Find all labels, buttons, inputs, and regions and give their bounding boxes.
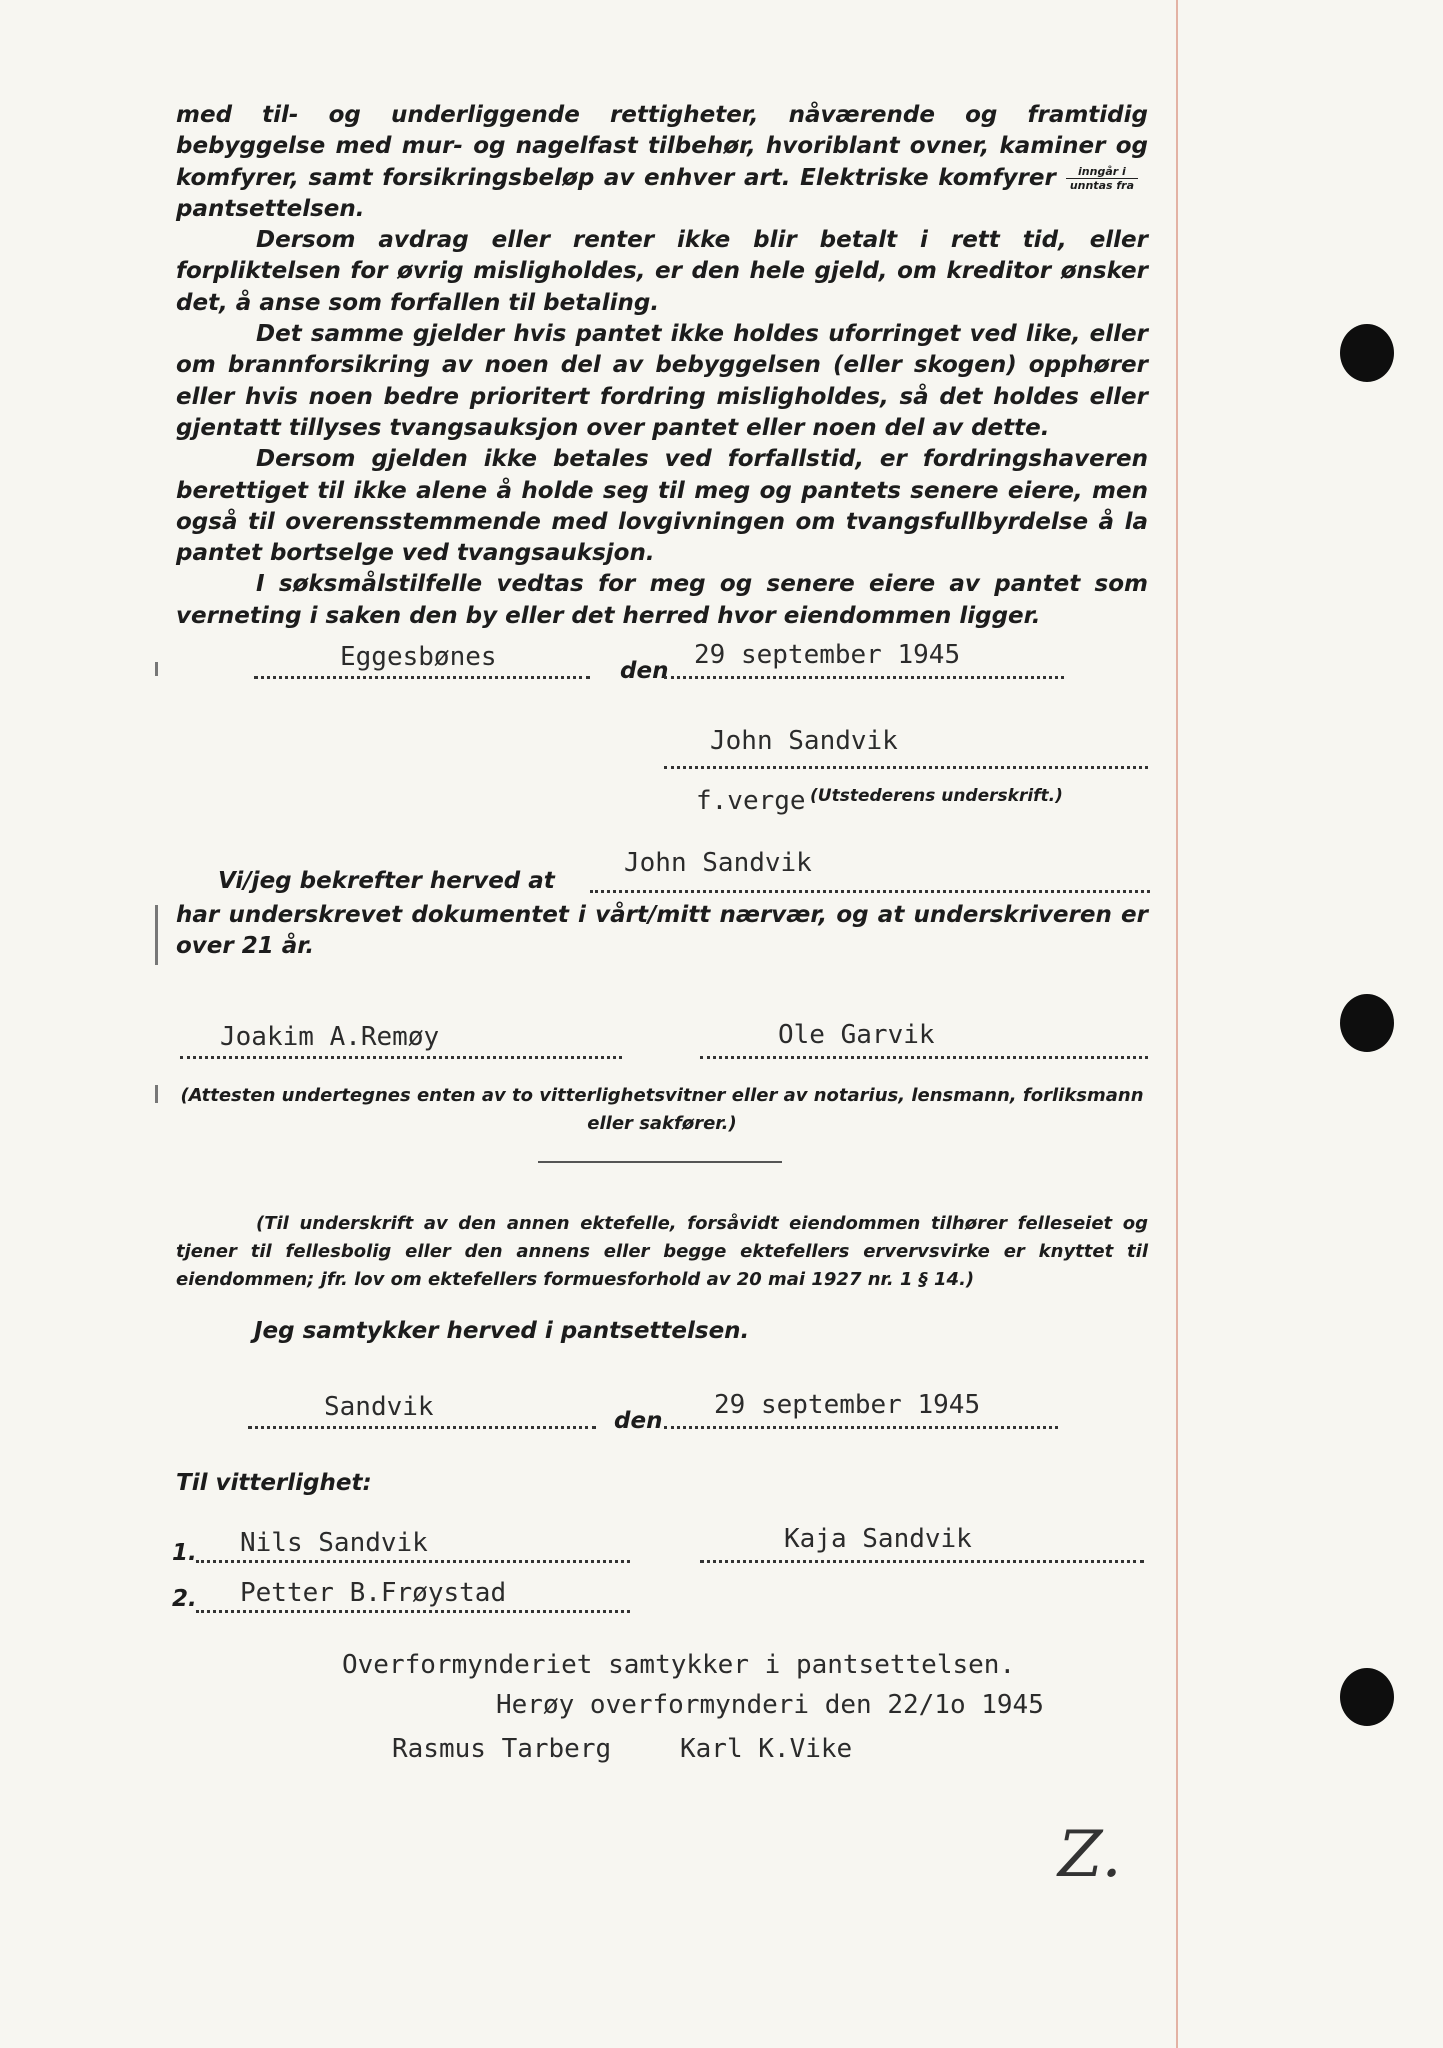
attest-body: har underskrevet dokumentet i vårt/mitt nærvær, og at underskriveren er over 21 år. [176, 902, 1148, 960]
dotted-line [664, 676, 1064, 679]
dotted-line [700, 1056, 1148, 1059]
attest-witness-1: Joakim A.Remøy [220, 1022, 440, 1052]
issuer-caption: (Utstederens underskrift.) [810, 786, 1063, 806]
margin-mark [155, 1085, 158, 1103]
den-label: den [614, 1408, 663, 1434]
terms-paragraph-4: Dersom gjelden ikke betales ved forfallstid, er fordringshaveren berettiget til ikke alene å holde seg til meg og pantets senere eiere, men også til overensstemmende med lovgivningen om tvangsfullbyrdelse å la pantet bortselge ved tvangsauksjon. [176, 446, 1148, 567]
dotted-line [196, 1610, 630, 1613]
terms-paragraph-3: Det samme gjelder hvis pantet ikke holdes uforringet ved like, eller om brannforsikring av noen del av bebyggelsen (eller skogen) opphører eller hvis noen bedre prioritert fordring misligholdes, så det holdes eller gjentatt tillyses tvangsauksjon over pantet eller noen del av dette. [176, 321, 1148, 441]
witness-number-2: 2. [172, 1586, 197, 1612]
attest-prefix: Vi/jeg bekrefter herved at [218, 868, 555, 894]
issue-date: 29 september 1945 [694, 640, 961, 670]
terms-paragraph-5: I søksmålstilfelle vedtas for meg og senere eiere av pantet som verneting i saken den by eller det herred hvor eiendommen ligger. [176, 571, 1148, 629]
dotted-line [254, 676, 590, 679]
guardianship-signature-2: Karl K.Vike [680, 1734, 853, 1764]
dotted-line [248, 1426, 596, 1429]
spouse-witness-right: Kaja Sandvik [784, 1524, 972, 1554]
spouse-witness-2: Petter B.Frøystad [240, 1578, 507, 1608]
dotted-line [664, 766, 1148, 769]
punch-hole [1340, 1668, 1394, 1726]
terms-paragraph-1: med til- og underliggende rettigheter, nåværende og framtidig bebyggelse med mur- og nagelfast tilbehør, hvoriblant ovner, kaminer og komfyrer, samt forsikringsbeløp av enhver art. Elektriske komfyrer $\frac{\text{inngår i}}{\text{unntas fra}}$ pantsettelsen. [176, 102, 1148, 222]
dotted-line [196, 1560, 630, 1563]
spouse-witness-1: Nils Sandvik [240, 1528, 428, 1558]
dotted-line [664, 1426, 1058, 1429]
dotted-line [180, 1056, 622, 1059]
terms-text [176, 100, 1148, 632]
choice-fraction: $\frac{\text{inngår i}}{\text{unntas fra}}$ [1066, 165, 1138, 192]
witness-label: Til vitterlighet: [176, 1470, 372, 1496]
spouse-note: (Til underskrift av den annen ektefelle, forsåvidt eiendommen tilhører felleseiet og tjener til fellesbolig eller den annens eller begge ektefellers ervervsvirke er knyttet til eiendommen; jfr. lov om ektefellers formuesforhold av 20 mai 1927 nr. 1 § 14.) [176, 1213, 1148, 1290]
section-divider [538, 1161, 782, 1163]
issue-place: Eggesbønes [340, 642, 497, 672]
spouse-consent: Jeg samtykker herved i pantsettelsen. [254, 1318, 750, 1344]
issuer-role: f.verge [696, 786, 806, 816]
attest-witness-2: Ole Garvik [778, 1020, 935, 1050]
spouse-place: Sandvik [324, 1392, 434, 1422]
den-label: den [620, 658, 669, 684]
guardianship-signature-1: Rasmus Tarberg [392, 1734, 612, 1764]
dotted-line [700, 1560, 1144, 1563]
handwritten-mark: Z. [1058, 1818, 1122, 1892]
dotted-line [590, 890, 1150, 893]
attest-name: John Sandvik [624, 848, 812, 878]
margin-line [1176, 0, 1178, 2048]
punch-hole [1340, 324, 1394, 382]
witness-number-1: 1. [172, 1540, 197, 1566]
guardianship-consent: Overformynderiet samtykker i pantsettelsen. [342, 1650, 1016, 1680]
punch-hole [1340, 994, 1394, 1052]
guardianship-office-date: Herøy overformynderi den 22/1o 1945 [496, 1690, 1044, 1720]
issuer-signature: John Sandvik [710, 726, 898, 756]
spouse-date: 29 september 1945 [714, 1390, 981, 1420]
attest-note: (Attesten undertegnes enten av to vitterlighetsvitner eller av notarius, lensmann, forliksmann eller sakfører.) [180, 1085, 1144, 1134]
margin-mark [155, 662, 158, 676]
margin-mark [155, 905, 158, 965]
terms-paragraph-2: Dersom avdrag eller renter ikke blir betalt i rett tid, eller forpliktelsen for øvrig misligholdes, er den hele gjeld, om kreditor ønsker det, å anse som forfallen til betaling. [176, 227, 1148, 316]
